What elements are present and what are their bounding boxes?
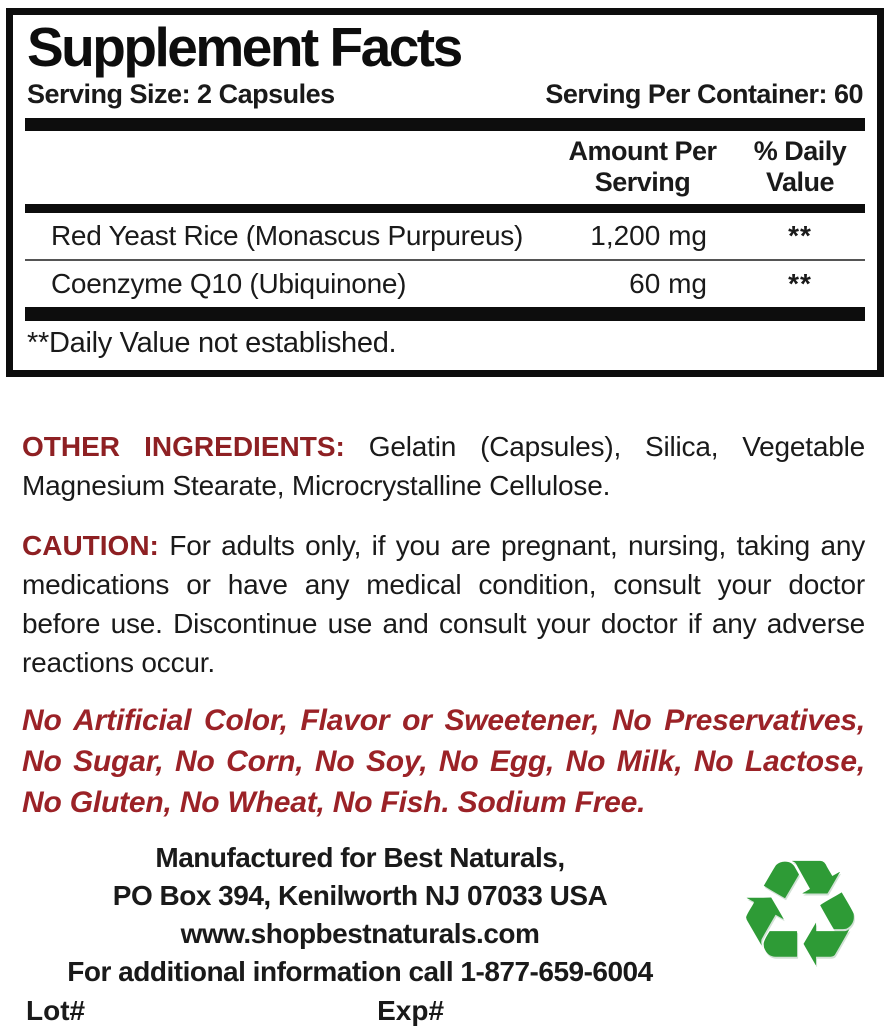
nutrient-daily-value: ** [788,219,812,251]
exp-date-label: Exp# [377,994,445,1026]
serving-size: Serving Size: 2 Capsules [27,78,335,109]
table-row [25,213,865,259]
caution-text: For adults only, if you are pregnant, nursing, taking any medications or have any medical condition, consult your doctor before use. Discontinue use and consult your doctor if any adverse reactions occur. [22,529,865,678]
caution-label: CAUTION: [22,529,159,561]
nutrient-amount: 60 mg [629,267,707,299]
manufacturer-footer [0,839,720,1030]
other-ingredients-paragraph [22,427,865,505]
other-ingredients-label: OTHER INGREDIENTS: [22,430,345,462]
header-percent-daily-value: % Daily Value [753,135,847,197]
table-row [25,259,865,307]
nutrient-name: Coenzyme Q10 (Ubiquinone) [51,267,407,299]
divider-thick-bottom [25,307,865,321]
nutrient-name: Red Yeast Rice (Monascus Purpureus) [51,219,523,251]
header-amount-per-serving: Amount Per Serving [568,135,717,197]
recycle-icon: ♻ [733,828,867,1000]
divider-thick-top [25,118,865,131]
address-line: PO Box 394, Kenilworth NJ 07033 USA [112,879,608,911]
panel-title: Supplement Facts [27,16,461,78]
lot-exp-row [0,992,720,1030]
daily-value-footnote: **Daily Value not established. [27,326,397,359]
nutrient-daily-value: ** [788,267,812,299]
website-line: www.shopbestnaturals.com [180,917,540,949]
table-header-row [25,131,865,204]
divider-mid [25,204,865,213]
allergen-free-claims: No Artificial Color, Flavor or Sweetener, No Preservatives, No Sugar, No Corn, No Soy, No Egg, No Milk, No Lactose, No Gluten, No Wheat, No Fish. Sodium Free. [22,703,865,819]
supplement-facts-panel [6,8,884,377]
caution-paragraph [22,526,865,682]
lot-number-label: Lot# [26,994,86,1026]
serving-info-row [27,79,863,110]
phone-line: For additional information call 1-877-659-6004 [67,955,653,987]
nutrient-amount: 1,200 mg [590,219,707,251]
servings-per-container: Serving Per Container: 60 [545,78,863,109]
manufactured-for-line: Manufactured for Best Naturals, [155,841,565,873]
other-ingredients-text: Gelatin (Capsules), Silica, Vegetable Magnesium Stearate, Microcrystalline Cellulose. [22,430,865,501]
